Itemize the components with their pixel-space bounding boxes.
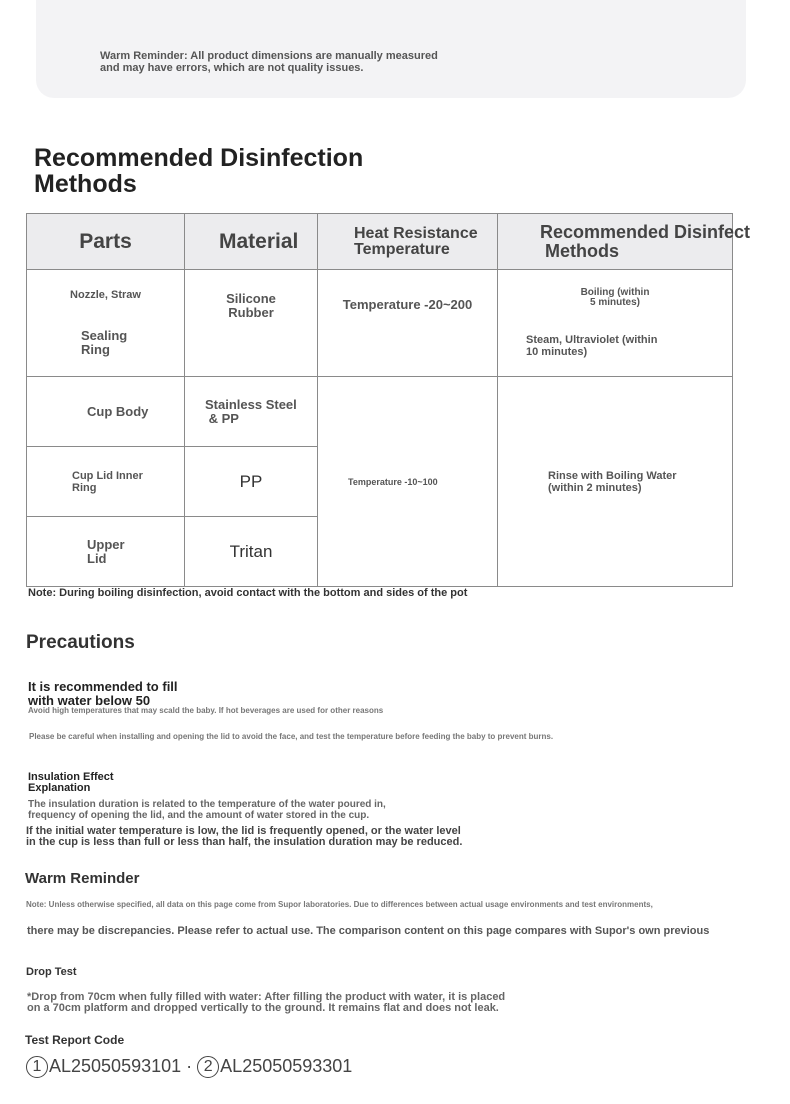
cell-parts: Cup Body <box>27 377 185 447</box>
report-code-1: AL25050593101 <box>49 1056 182 1076</box>
warm-reminder-title: Warm Reminder <box>25 870 140 887</box>
table-row <box>27 377 733 447</box>
careful-text: Please be careful when installing and opening the lid to avoid the face, and test the temperature before feeding the baby to prevent burns. <box>29 732 554 741</box>
cell-material: Tritan <box>185 517 318 587</box>
disinfection-title: Recommended Disinfection Methods <box>34 144 364 198</box>
method-boiling: Boiling (within 5 minutes) <box>580 287 650 308</box>
table-header-row <box>27 214 733 270</box>
code-separator: · <box>186 1056 193 1076</box>
precautions-title: Precautions <box>26 632 135 653</box>
boiling-note: Note: During boiling disinfection, avoid contact with the bottom and sides of the pot <box>28 587 468 599</box>
test-report-title: Test Report Code <box>25 1033 125 1047</box>
dimension-card <box>36 0 746 98</box>
header-parts: Parts <box>27 214 185 270</box>
report-code-2: AL25050593301 <box>220 1056 353 1076</box>
insulation-title: Insulation Effect Explanation <box>28 771 114 794</box>
header-heat-resistance: Heat Resistance Temperature <box>318 214 498 270</box>
method-steam-uv: Steam, Ultraviolet (within 10 minutes) <box>526 334 658 358</box>
cell-material: Stainless Steel & PP <box>185 377 318 447</box>
table-row <box>27 270 733 377</box>
drop-test-text: *Drop from 70cm when fully filled with water: After filling the product with water, it is placed on a 70cm platform and dropped vertically to the ground. It remains flat and does not leak. <box>27 991 506 1014</box>
part-sealing-ring: Sealing Ring <box>81 328 128 357</box>
number-1-badge: 1 <box>26 1056 48 1078</box>
header-recommended-methods: Recommended Disinfect Methods <box>498 214 733 270</box>
cell-material: PP <box>185 447 318 517</box>
insulation-text-1: The insulation duration is related to the temperature of the water poured in, frequency of opening the lid, and the amount of water stored in the cup. <box>28 799 386 821</box>
warm-reminder-line-1: Note: Unless otherwise specified, all data on this page come from Supor laboratories. Due to differences between actual usage environments and test environments, <box>26 900 653 909</box>
test-report-codes <box>26 1056 352 1078</box>
number-2-badge: 2 <box>197 1056 219 1078</box>
cell-parts: Cup Lid Inner Ring <box>27 447 185 517</box>
cell-method <box>498 270 733 377</box>
fill-recommendation-text: Avoid high temperatures that may scald the baby. If hot beverages are used for other reasons <box>28 706 384 715</box>
cell-material: Silicone Rubber <box>185 270 318 377</box>
cell-temperature: Temperature -10~100 <box>318 377 498 587</box>
cell-parts <box>27 270 185 377</box>
disinfection-table <box>26 213 751 587</box>
header-material: Material <box>185 214 318 270</box>
insulation-text-2: If the initial water temperature is low, the lid is frequently opened, or the water level in the cup is less than full or less than half, the insulation duration may be reduced. <box>26 825 463 848</box>
cell-parts: Upper Lid <box>27 517 185 587</box>
cell-temperature: Temperature -20~200 <box>318 270 498 377</box>
cell-method: Rinse with Boiling Water (within 2 minutes) <box>498 377 733 587</box>
part-nozzle-straw: Nozzle, Straw <box>70 289 141 301</box>
fill-recommendation-title: It is recommended to fill with water below 50 <box>28 679 178 708</box>
dimension-warm-reminder: Warm Reminder: All product dimensions are manually measured and may have errors, which are not quality issues. <box>100 50 438 74</box>
drop-test-title: Drop Test <box>26 966 77 978</box>
warm-reminder-line-2: there may be discrepancies. Please refer to actual use. The comparison content on this page compares with Supor's own previous <box>27 925 710 937</box>
